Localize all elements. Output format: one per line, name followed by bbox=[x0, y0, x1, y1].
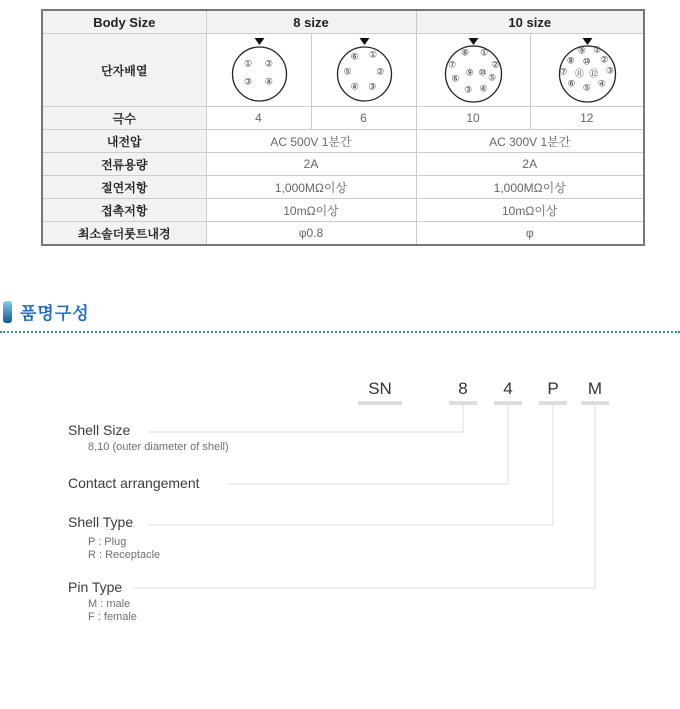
contact-resistance-value: 10mΩ이상 bbox=[206, 199, 416, 222]
pin-number: ④ bbox=[350, 82, 359, 93]
code-underline bbox=[358, 401, 402, 405]
min-solder-pot-row bbox=[42, 222, 644, 246]
contact-resistance-row bbox=[42, 199, 644, 222]
code-text: SN bbox=[368, 379, 392, 398]
line-shell-type bbox=[148, 405, 553, 525]
label-contact-arrangement: Contact arrangement bbox=[68, 475, 200, 491]
pin-number: ③ bbox=[464, 85, 473, 96]
header-body-size: Body Size bbox=[42, 10, 206, 34]
withstand-voltage-row bbox=[42, 130, 644, 153]
pin-number: ① bbox=[480, 48, 489, 59]
line-contact-arrangement bbox=[228, 405, 508, 484]
label-shell-size: Shell Size bbox=[68, 422, 131, 438]
code-text: 4 bbox=[503, 379, 513, 398]
pin-number: ① bbox=[244, 59, 253, 70]
pin-number: ④ bbox=[597, 79, 606, 90]
pin-number: ② bbox=[600, 55, 609, 66]
pin-number: ② bbox=[376, 67, 385, 78]
current-capacity-value: 2A bbox=[416, 153, 644, 176]
connector-diagram-4pin bbox=[219, 36, 299, 104]
pin-number: ② bbox=[491, 60, 500, 71]
min-solder-pot-value: φ bbox=[416, 222, 644, 246]
part-code-contact-arrangement bbox=[494, 380, 522, 405]
spec-table bbox=[41, 9, 645, 246]
cell-connector-6pin bbox=[311, 34, 416, 107]
label-shell-type-receptacle: R : Receptacle bbox=[88, 549, 161, 561]
row-label-poles: 극수 bbox=[42, 107, 206, 130]
pin-number: ⑦ bbox=[559, 67, 568, 78]
pin-number: ⑨ bbox=[465, 68, 474, 79]
code-underline bbox=[494, 401, 522, 405]
pin-number: ① bbox=[369, 50, 378, 61]
orientation-marker-icon bbox=[359, 38, 369, 45]
connector-outline bbox=[219, 36, 299, 104]
pin-number: ⑩ bbox=[582, 57, 591, 68]
row-label-min-solder-pot: 최소솔더롯트내경 bbox=[42, 222, 206, 246]
cell-connector-10pin bbox=[416, 34, 530, 107]
label-shell-type: Shell Type bbox=[68, 514, 134, 530]
withstand-voltage-value: AC 500V 1분간 bbox=[206, 130, 416, 153]
row-label-withstand-voltage: 내전압 bbox=[42, 130, 206, 153]
min-solder-pot-value: φ0.8 bbox=[206, 222, 416, 246]
withstand-voltage-value: AC 300V 1분간 bbox=[416, 130, 644, 153]
pin-number: ⑥ bbox=[567, 79, 576, 90]
insulation-resistance-row bbox=[42, 176, 644, 199]
pin-number: ⑤ bbox=[582, 83, 591, 94]
pin-number: ③ bbox=[368, 82, 377, 93]
poles-value: 4 bbox=[206, 107, 311, 130]
part-code-sn bbox=[358, 380, 402, 405]
code-text: 8 bbox=[458, 379, 468, 398]
orientation-marker-icon bbox=[254, 38, 264, 45]
pin-number: ② bbox=[264, 59, 273, 70]
header-8-size: 8 size bbox=[206, 10, 416, 34]
poles-value: 12 bbox=[530, 107, 644, 130]
code-underline bbox=[449, 401, 477, 405]
connector-diagram-6pin bbox=[324, 36, 404, 104]
pin-number: ⑫ bbox=[589, 69, 599, 80]
orientation-marker-icon bbox=[582, 38, 592, 45]
label-shell-type-plug: P : Plug bbox=[88, 536, 127, 548]
part-code-pin-type bbox=[581, 380, 609, 405]
pin-number: ④ bbox=[479, 84, 488, 95]
line-shell-size bbox=[148, 405, 463, 432]
connector-diagram-12pin bbox=[547, 36, 627, 104]
section-header bbox=[3, 299, 90, 324]
connector-diagram-10pin bbox=[433, 36, 513, 104]
row-label-contact-resistance: 접촉저항 bbox=[42, 199, 206, 222]
cell-connector-12pin bbox=[530, 34, 644, 107]
row-label-insulation-resistance: 절연저항 bbox=[42, 176, 206, 199]
pin-number: ① bbox=[593, 45, 602, 56]
label-pin-type-female: F : female bbox=[88, 611, 137, 623]
pin-number: ⑥ bbox=[451, 74, 460, 85]
pin-number: ③ bbox=[244, 77, 253, 88]
insulation-resistance-value: 1,000MΩ이상 bbox=[416, 176, 644, 199]
label-shell-size-desc: 8,10 (outer diameter of shell) bbox=[88, 441, 229, 453]
pin-number: ⑤ bbox=[343, 67, 352, 78]
code-underline bbox=[539, 401, 567, 405]
table-header-row bbox=[42, 10, 644, 34]
poles-value: 10 bbox=[416, 107, 530, 130]
part-code-shell-type bbox=[539, 380, 567, 405]
header-10-size: 10 size bbox=[416, 10, 644, 34]
label-pin-type: Pin Type bbox=[68, 579, 123, 595]
pin-number: ⑤ bbox=[488, 73, 497, 84]
pin-number: ⑧ bbox=[566, 56, 575, 67]
current-capacity-row bbox=[42, 153, 644, 176]
pin-number: ⑧ bbox=[460, 48, 470, 59]
insulation-resistance-value: 1,000MΩ이상 bbox=[206, 176, 416, 199]
code-text: M bbox=[587, 379, 603, 398]
connector-outline bbox=[324, 36, 404, 104]
pin-number: ③ bbox=[605, 66, 614, 77]
row-label-arrangement: 단자배열 bbox=[42, 34, 206, 107]
pin-number: ⑦ bbox=[448, 60, 457, 71]
orientation-marker-icon bbox=[469, 38, 479, 45]
section-accent-bar-icon bbox=[3, 301, 12, 323]
terminal-arrangement-row bbox=[42, 34, 644, 107]
pin-number: ⑪ bbox=[575, 69, 585, 80]
dotted-divider bbox=[0, 331, 680, 333]
part-code-shell-size bbox=[449, 380, 477, 405]
code-text: P bbox=[547, 379, 559, 398]
label-pin-type-male: M : male bbox=[88, 598, 131, 610]
poles-value: 6 bbox=[311, 107, 416, 130]
code-underline bbox=[581, 401, 609, 405]
pin-number: ④ bbox=[264, 77, 273, 88]
poles-row bbox=[42, 107, 644, 130]
cell-connector-4pin bbox=[206, 34, 311, 107]
current-capacity-value: 2A bbox=[206, 153, 416, 176]
section-title: 품명구성 bbox=[20, 304, 90, 323]
pin-number: ⑩ bbox=[478, 68, 487, 79]
contact-resistance-value: 10mΩ이상 bbox=[416, 199, 644, 222]
row-label-current-capacity: 전류용량 bbox=[42, 153, 206, 176]
pin-number: ⑨ bbox=[577, 46, 586, 57]
line-pin-type bbox=[133, 405, 595, 588]
pin-number: ⑥ bbox=[350, 52, 359, 63]
